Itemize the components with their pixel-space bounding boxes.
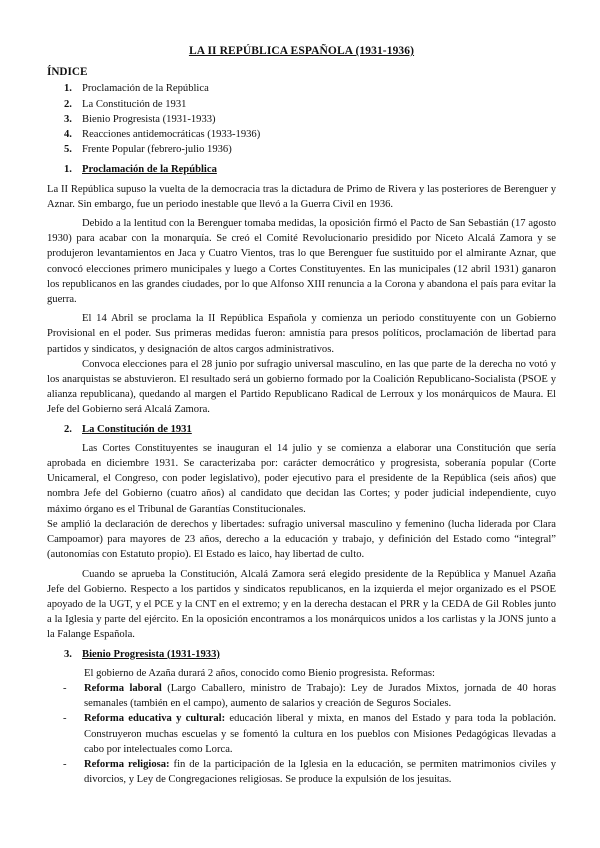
list-item <box>47 711 556 757</box>
index-item-number: 3. <box>64 113 72 125</box>
list-item-text: fin de la participación de la Iglesia en la educación, se permiten matrimonios civiles y divorcios, y Ley de Congregaciones religiosas. Se produce la expulsión de los jesuitas. <box>84 758 556 786</box>
section-heading-bienio <box>64 647 556 662</box>
index-item-label: Frente Popular (febrero-julio 1936) <box>82 144 232 156</box>
section-number: 2. <box>64 423 72 435</box>
index-item-label: Proclamación de la República <box>82 83 209 95</box>
paragraph: Debido a la lentitud con la Berenguer tomaba medidas, la oposición firmó el Pacto de San Sebastián (17 agosto 1930) para acabar con la monarquía. Se creó el Comité Revolucionario presidido por Niceto Alcalá Zamora y se produjeron levantamientos en Jaca y Cuatro Vientos, tras lo que Berenguer fue sustituido por el almirante Aznar, que convocó elecciones primero municipales y luego a Cortes Constituyentes. En las municipales (12 abril 1931) ganaron los republicanos en las grandes ciudades, por lo que Alfonso XIII renuncia a la Corona y abandona el país para evitar la guerra. <box>47 218 556 306</box>
index-item <box>64 112 556 127</box>
index-item <box>64 97 556 112</box>
index-item <box>64 81 556 96</box>
index-item <box>64 142 556 157</box>
index-item-number: 2. <box>64 98 72 110</box>
list-item-title: Reforma religiosa: <box>84 758 170 770</box>
list-item-text: educación liberal y mixta, en manos del Estado y para toda la población. Construyeron muchas escuelas y se fomentó la cultura en los pueblos con Misiones Pedagógicas llevadas a cabo por intelectuales como Lorca. <box>84 713 557 755</box>
paragraph: Cuando se aprueba la Constitución, Alcalá Zamora será elegido presidente de la República y Manuel Azaña Jefe del Gobierno. Respecto a los partidos y sindicatos republicanos, en la izquierda el mejor organizado es el PSOE apoyado de la UGT, y el PCE y la CNT en el extremo; y en la derecha destacan el PRR y la CEDA de Gil Robles junto a la Iglesia y parte del ejército. En la oposición encontramos a los monárquicos unidos a los carlistas y la JONS junto a la Falange Española. <box>47 568 556 641</box>
list-item <box>47 681 556 711</box>
paragraph: El gobierno de Azaña durará 2 años, conocido como Bienio progresista. Reformas: <box>84 667 435 679</box>
reform-list <box>47 681 556 787</box>
dash-bullet: - <box>63 682 67 694</box>
paragraph: Se amplió la declaración de derechos y libertades: sufragio universal masculino y femenino (lucha liderada por Clara Campoamor) para mayores de 23 años, derecho a la educación y trabajo, y definición del Estado como “integral” (autonomías con Estatuto propio). El Estado es laico, hay libertad de culto. <box>47 518 556 561</box>
dash-bullet: - <box>63 713 67 725</box>
index-item-number: 5. <box>64 144 72 156</box>
paragraph: La II República supuso la vuelta de la democracia tras la dictadura de Primo de Rivera y las posteriores de Berenguer y Aznar. Sin embargo, fue un periodo inestable que llevó a la Guerra Civil en 1936. <box>47 183 556 210</box>
dash-bullet: - <box>63 758 67 770</box>
index-item <box>64 127 556 142</box>
list-item-title: Reforma laboral <box>84 682 162 694</box>
index-heading: ÍNDICE <box>47 66 88 79</box>
index-list <box>47 81 556 157</box>
section-number: 1. <box>64 164 72 176</box>
document-title: LA II REPÚBLICA ESPAÑOLA (1931-1936) <box>188 45 415 57</box>
section-title: Proclamación de la República <box>82 164 217 176</box>
index-item-label: Reacciones antidemocráticas (1933-1936) <box>82 129 261 141</box>
list-item-title: Reforma educativa y cultural: <box>84 713 226 725</box>
paragraph: El 14 Abril se proclama la II República Española y comienza un periodo constituyente con un Gobierno Provisional en el poder. Sus primeras medidas fueron: amnistía para presos políticos, proclamación de libertad para partidos y sindicatos, y designación de altos cargos administrativos. <box>47 313 556 355</box>
list-item <box>47 757 556 787</box>
index-item-number: 1. <box>64 83 72 95</box>
section-heading-constitucion <box>64 422 556 437</box>
section-heading-proclamacion <box>64 162 556 177</box>
section-title: Bienio Progresista (1931-1933) <box>82 648 220 660</box>
paragraph: Las Cortes Constituyentes se inauguran el 14 julio y se comienza a elaborar una Constitución que sería aprobada en diciembre 1931. Se caracterizaba por: carácter democrático y progresista, soberanía popular (Corte Unicameral, el Congreso, con poder legislativo), poder ejecutivo para el presidente de la República (seis años) que nombra Jefe del Gobierno (cuatro años) al candidato que decidan las Cortes; y poder judicial independiente, cuyo máximo órgano es el Tribunal de Garantías Constitucionales. <box>47 442 556 515</box>
list-item-text: (Largo Caballero, ministro de Trabajo): Ley de Jurados Mixtos, jornada de 40 horas semanales (también en el campo), aumento de salarios y creación de Seguros Sociales. <box>84 682 557 710</box>
section-number: 3. <box>64 648 72 660</box>
index-item-label: Bienio Progresista (1931-1933) <box>82 113 216 125</box>
section-title: La Constitución de 1931 <box>82 423 192 435</box>
index-item-label: La Constitución de 1931 <box>82 98 187 110</box>
index-item-number: 4. <box>64 129 72 141</box>
paragraph: Convoca elecciones para el 28 junio por sufragio universal masculino, en las que parte de la derecha no votó y los anarquistas se abstuvieron. El resultado será un gobierno formado por la Coalición Republicano-Socialista (PSOE y alianza republicana), quedando al margen el Partido Republicano Radical de Lerroux y los monárquicos de Maura. El Jefe del Gobierno será Alcalá Zamora. <box>47 358 556 416</box>
